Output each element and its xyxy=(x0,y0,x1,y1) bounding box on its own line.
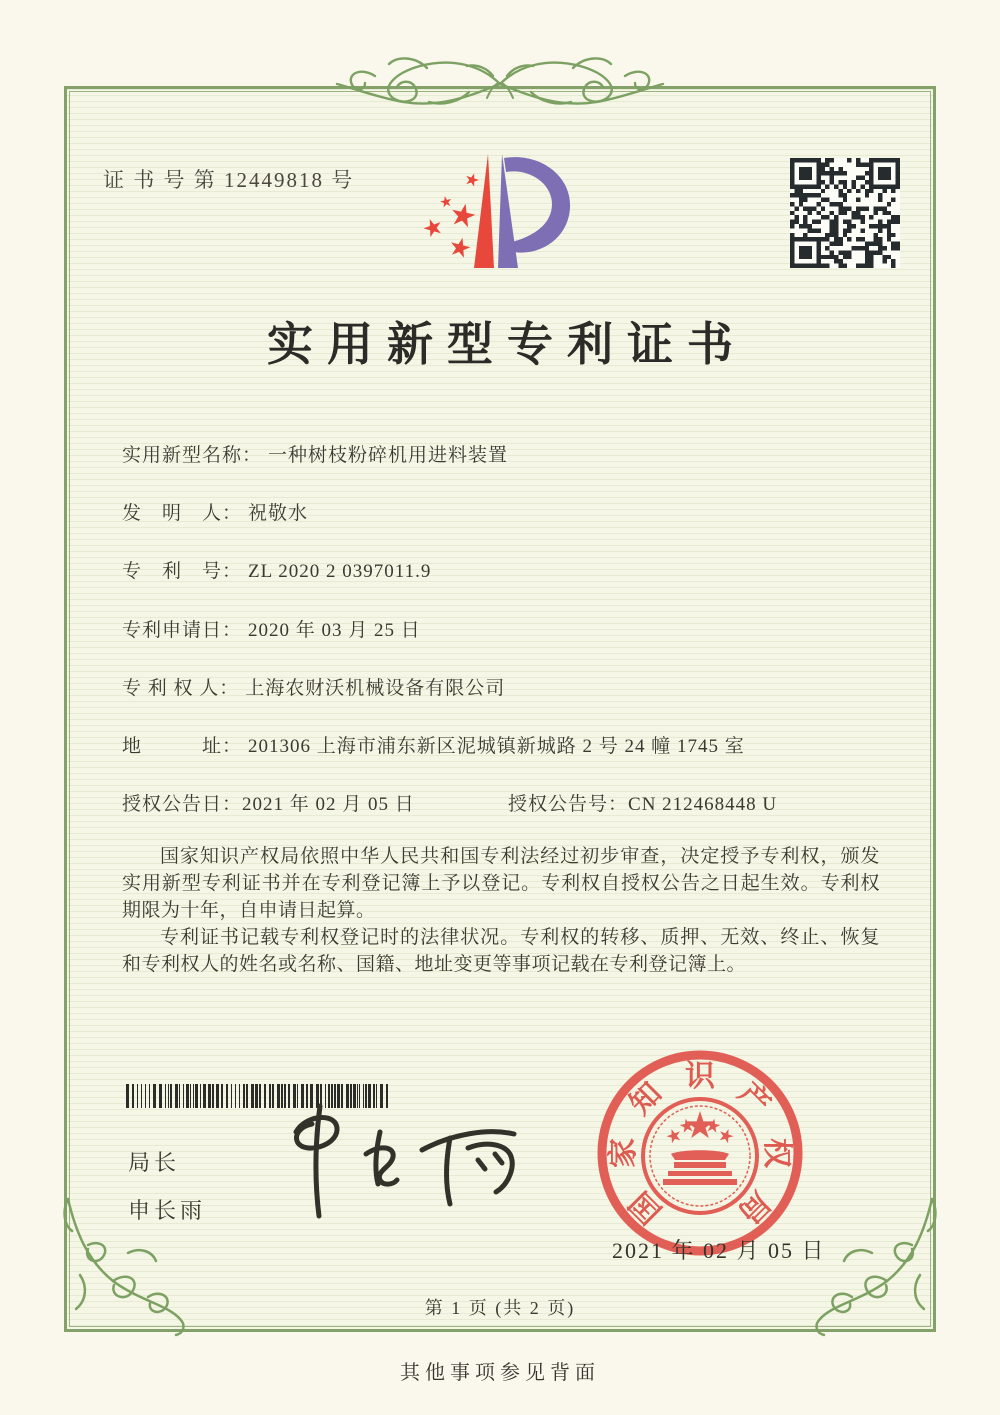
field-value: 2020 年 03 月 25 日 xyxy=(248,620,421,641)
commissioner-title: 局长 xyxy=(128,1150,181,1175)
field-row-inventor xyxy=(122,498,308,525)
seal-national-emblem xyxy=(643,1099,757,1213)
field-value: 上海农财沃机械设备有限公司 xyxy=(245,678,506,699)
svg-text:权: 权 xyxy=(760,1138,793,1168)
svg-text:产: 产 xyxy=(731,1076,777,1122)
seal-arc-text xyxy=(607,1060,793,1229)
cnipa-logo xyxy=(418,146,578,276)
page-number: 第 1 页 (共 2 页) xyxy=(424,1298,576,1318)
logo-red-wedge xyxy=(474,154,494,268)
logo-p-bowl xyxy=(504,157,570,253)
svg-text:知: 知 xyxy=(623,1076,669,1122)
grant-date-value: 2021 年 02 月 05 日 xyxy=(242,794,415,815)
svg-text:识: 识 xyxy=(685,1060,715,1093)
field-label: 实用新型名称： xyxy=(122,445,263,466)
svg-text:国: 国 xyxy=(623,1184,669,1230)
field-value: 201306 上海市浦东新区泥城镇新城路 2 号 24 幢 1745 室 xyxy=(248,736,745,757)
top-border-flourish-ornament xyxy=(335,50,665,134)
grant-number-group xyxy=(508,789,777,816)
svg-text:局: 局 xyxy=(731,1184,777,1230)
field-row-name xyxy=(122,440,508,467)
field-label: 发 明 人： xyxy=(122,503,243,524)
field-value: 祝敬水 xyxy=(248,503,309,524)
field-row-patentee xyxy=(122,673,505,700)
field-label: 专 利 权 人： xyxy=(122,678,240,699)
field-value: ZL 2020 2 0397011.9 xyxy=(248,561,432,582)
back-side-note: 其他事项参见背面 xyxy=(400,1362,600,1384)
commissioner-signature xyxy=(262,1096,542,1226)
field-row-address xyxy=(122,731,745,758)
certificate-number: 证 书 号 第 12449818 号 xyxy=(103,168,355,192)
qr-code xyxy=(790,158,900,268)
certificate-title: 实用新型专利证书 xyxy=(267,319,747,370)
legal-text-block xyxy=(122,843,880,978)
field-row-patent-number xyxy=(122,556,431,583)
legal-paragraph-1: 国家知识产权局依照中华人民共和国专利法经过初步审查，决定授予专利权，颁发实用新型专利证书并在专利登记簿上予以登记。专利权自授权公告之日起生效。专利权期限为十年，自申请日起算。 xyxy=(122,846,880,921)
svg-text:家: 家 xyxy=(607,1138,640,1168)
legal-paragraph-2: 专利证书记载专利权登记时的法律状况。专利权的转移、质押、无效、终止、恢复和专利权人的姓名或名称、国籍、地址变更等事项记载在专利登记簿上。 xyxy=(122,927,880,975)
field-label: 地 址： xyxy=(122,736,243,757)
grant-date-label: 授权公告日： xyxy=(122,794,243,815)
field-row-filing-date xyxy=(122,615,421,642)
seal-date: 2021 年 02 月 05 日 xyxy=(612,1238,826,1263)
bottom-right-corner-ornament xyxy=(802,1183,972,1353)
field-label: 专 利 号： xyxy=(122,561,243,582)
grant-row xyxy=(122,789,882,816)
field-value: 一种树枝粉碎机用进料装置 xyxy=(268,445,509,466)
logo-stars xyxy=(421,171,480,258)
grant-number-label: 授权公告号： xyxy=(508,794,629,815)
commissioner-name: 申长雨 xyxy=(128,1198,207,1223)
grant-number-value: CN 212468448 U xyxy=(628,794,778,815)
field-label: 专利申请日： xyxy=(122,620,243,641)
